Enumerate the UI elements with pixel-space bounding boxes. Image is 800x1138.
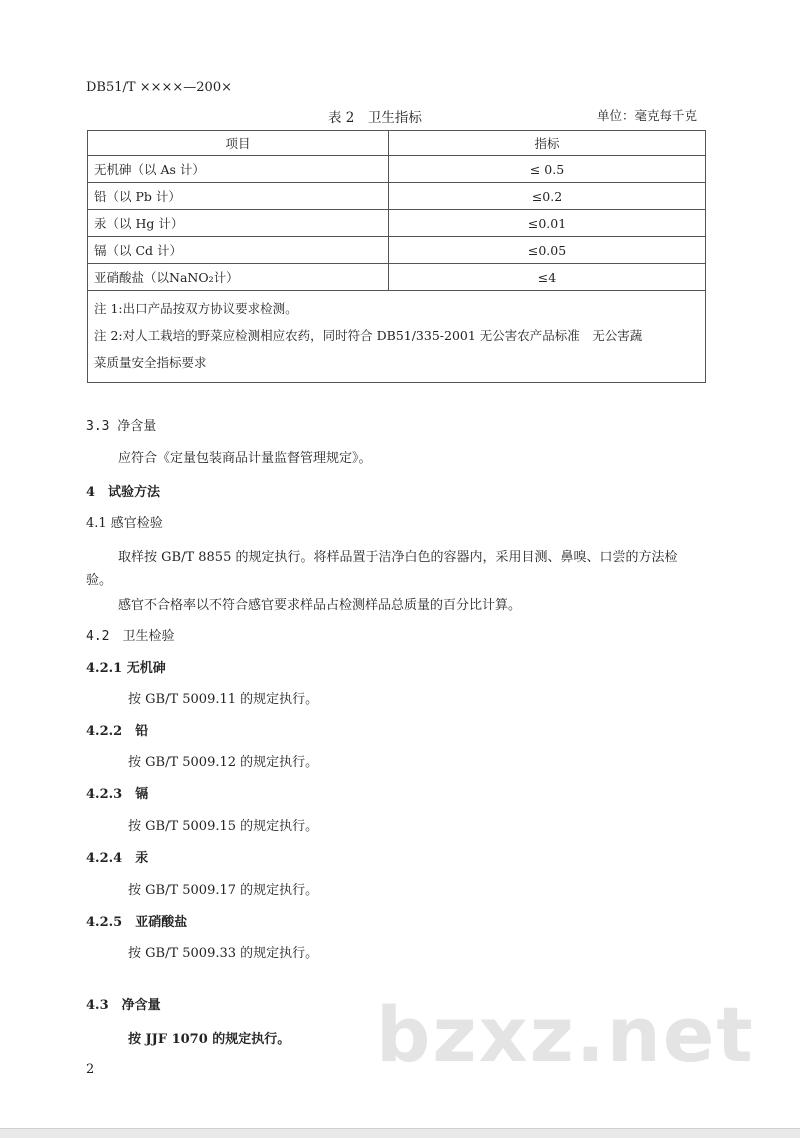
section-4-heading: 4 试验方法 [86, 485, 161, 500]
table-row [88, 210, 706, 237]
section-4-2-4-heading: 4.2.4 汞 [86, 851, 149, 866]
page-number: 2 [86, 1062, 95, 1077]
hygiene-indicator-table [87, 130, 706, 383]
table-row [88, 183, 706, 210]
table-row [88, 237, 706, 264]
section-4-2-4-text: 按 GB/T 5009.17 的规定执行。 [128, 883, 319, 898]
row-item: 亚硝酸盐（以NaNO₂计） [88, 264, 389, 291]
row-item: 镉（以 Cd 计） [88, 237, 389, 264]
section-4-1-text-2: 感官不合格率以不符合感官要求样品占检测样品总质量的百分比计算。 [118, 598, 522, 613]
table-row [88, 264, 706, 291]
row-value: ≤0.05 [389, 237, 706, 264]
table-row [88, 156, 706, 183]
section-4-1-text-1: 取样按 GB/T 8855 的规定执行。将样品置于洁净白色的容器内，采用目测、鼻嗅、口尝的方法检 [118, 550, 678, 565]
section-4-2-2-text: 按 GB/T 5009.12 的规定执行。 [128, 755, 319, 770]
section-3-3-text: 应符合《定量包装商品计量监督管理规定》。 [118, 451, 372, 466]
section-4-2-1-heading: 4.2.1 无机砷 [86, 661, 166, 676]
column-header-item: 项目 [88, 131, 389, 156]
section-3-3-heading: 3.3 净含量 [86, 419, 157, 434]
note-1: 注 1:出口产品按双方协议要求检测。 [94, 301, 298, 316]
section-4-2-3-text: 按 GB/T 5009.15 的规定执行。 [128, 819, 319, 834]
row-item: 铅（以 Pb 计） [88, 183, 389, 210]
section-4-2-1-text: 按 GB/T 5009.11 的规定执行。 [128, 692, 319, 707]
row-item: 汞（以 Hg 计） [88, 210, 389, 237]
table-unit: 单位：毫克每千克 [597, 108, 698, 123]
section-4-1-text-1-continued: 验。 [86, 573, 113, 588]
section-4-2-5-heading: 4.2.5 亚硝酸盐 [86, 915, 188, 930]
table-header-row [88, 131, 706, 156]
row-value: ≤ 0.5 [389, 156, 706, 183]
document-code: DB51/T ××××—200× [86, 80, 232, 95]
row-value: ≤4 [389, 264, 706, 291]
section-4-3-heading: 4.3 净含量 [86, 998, 161, 1013]
section-4-3-text: 按 JJF 1070 的规定执行。 [128, 1032, 291, 1047]
section-4-2-3-heading: 4.2.3 镉 [86, 787, 149, 802]
row-item: 无机砷（以 As 计） [88, 156, 389, 183]
note-2-continued: 菜质量安全指标要求 [94, 355, 207, 370]
row-value: ≤0.2 [389, 183, 706, 210]
table-notes [88, 291, 706, 383]
section-4-2-2-heading: 4.2.2 铅 [86, 724, 149, 739]
watermark: bzxz.net [376, 990, 755, 1079]
column-header-indicator: 指标 [389, 131, 706, 156]
table-caption: 表 2 卫生指标 [328, 110, 422, 126]
section-4-1-heading: 4.1 感官检验 [86, 516, 163, 531]
section-4-2-heading: 4.2 卫生检验 [86, 629, 175, 644]
note-2: 注 2:对人工栽培的野菜应检测相应农药，同时符合 DB51/335-2001 无公害农产品标准 无公害蔬 [94, 328, 643, 343]
section-4-2-5-text: 按 GB/T 5009.33 的规定执行。 [128, 946, 319, 961]
row-value: ≤0.01 [389, 210, 706, 237]
table-notes-row [88, 291, 706, 383]
